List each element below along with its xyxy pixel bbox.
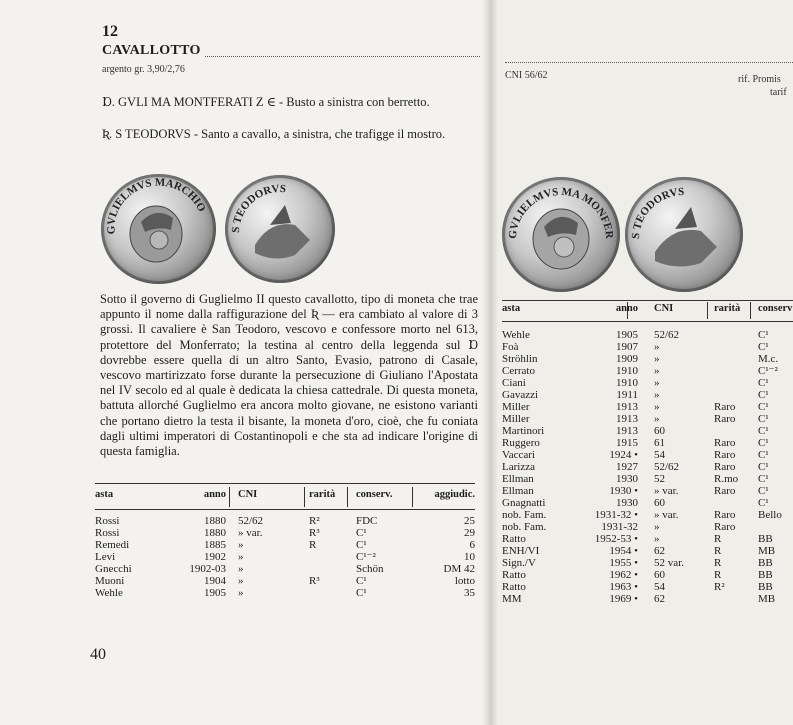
table-row	[502, 581, 793, 593]
table-row	[95, 587, 475, 599]
table-cell: Miller	[502, 413, 530, 425]
table-cell: 1911	[616, 389, 638, 401]
table-cell: Gnecchi	[95, 563, 132, 575]
left-auction-table	[95, 489, 475, 599]
table-cell	[710, 329, 754, 341]
coin-right-obverse-image	[502, 177, 620, 292]
table-cell	[710, 425, 754, 437]
table-cell: 1905	[616, 329, 638, 341]
table-row	[502, 353, 793, 365]
right-table-top-rule	[502, 300, 793, 301]
table-cell: lotto	[454, 575, 475, 587]
table-cell: »	[654, 365, 660, 377]
table-cell: 35	[464, 587, 475, 599]
table-cell: R³	[309, 575, 320, 587]
table-row	[502, 425, 793, 437]
table-cell: 1885	[204, 539, 226, 551]
table-cell: Ratto	[502, 581, 526, 593]
table-cell	[710, 341, 754, 353]
table-row	[95, 515, 475, 527]
table-cell: Wehle	[502, 329, 530, 341]
table-row	[502, 521, 793, 533]
table-cell: »	[238, 539, 244, 551]
coin-left-obverse-image	[101, 174, 216, 284]
table-cell: C¹	[758, 497, 769, 509]
table-cell: nob. Fam.	[502, 521, 547, 533]
table-cell: 60	[654, 425, 665, 437]
table-cell: BB	[758, 581, 773, 593]
table-cell: nob. Fam.	[502, 509, 547, 521]
table-cell: C¹	[758, 341, 769, 353]
table-cell: Foà	[502, 341, 519, 353]
table-cell: 1880	[204, 515, 226, 527]
table-cell: 60	[654, 569, 665, 581]
table-cell: »	[654, 353, 660, 365]
table-cell: R	[309, 539, 317, 551]
coin-right-obverse-legend: GVLIELMVS MA MONFER	[506, 185, 616, 240]
table-cell: 1905	[204, 587, 226, 599]
table-cell: Raro	[714, 437, 736, 449]
table-cell: Raro	[714, 413, 736, 425]
table-cell: Remedi	[95, 539, 130, 551]
table-cell	[305, 551, 350, 563]
table-cell: 62	[654, 593, 665, 605]
table-cell: Rossi	[95, 515, 120, 527]
table-row	[502, 593, 793, 605]
table-cell: 1904	[204, 575, 226, 587]
table-cell: 1910	[616, 365, 638, 377]
table-cell: C¹	[758, 485, 769, 497]
table-cell: 54	[654, 449, 665, 461]
table-row	[502, 341, 793, 353]
table-cell: 1915	[616, 437, 638, 449]
table-cell: 1963 •	[609, 581, 638, 593]
table-cell: Rossi	[95, 527, 120, 539]
table-cell: » var.	[654, 485, 679, 497]
table-cell: Muoni	[95, 575, 125, 587]
reverse-description: Ʀ. S TEODORVS - Santo a cavallo, a sinistra, che trafigge il mostro.	[102, 127, 446, 141]
table-cell: Ruggero	[502, 437, 540, 449]
coin-right-reverse-image	[625, 177, 743, 292]
table-cell	[710, 497, 754, 509]
table-cell: Schön	[356, 563, 384, 575]
coin-left-reverse-image	[225, 175, 335, 283]
table-cell: C¹	[758, 329, 769, 341]
table-cell	[754, 521, 793, 533]
table-cell: R³	[309, 527, 320, 539]
historical-text	[100, 292, 478, 459]
col-header-asta: asta	[95, 489, 114, 500]
right-table-header-row	[502, 303, 793, 317]
table-cell: C¹	[758, 401, 769, 413]
table-row	[502, 401, 793, 413]
table-cell: »	[654, 341, 660, 353]
table-row	[95, 527, 475, 539]
table-cell: BB	[758, 533, 773, 545]
table-cell: 1954 •	[609, 545, 638, 557]
table-cell: Cerrato	[502, 365, 535, 377]
table-row	[502, 533, 793, 545]
table-cell	[305, 563, 350, 575]
table-cell: »	[654, 533, 660, 545]
table-row	[95, 563, 475, 575]
historical-paragraph: Sotto il governo di Guglielmo II questo cavallotto, tipo di moneta che trae appunto il nome dalla raffigurazione del Ʀ — era cambiato al valore di 3 grossi. Il cavaliere è San Teodoro, vescovo e confessore morto nel 613, protettore del Monferrato; la testina al centro della leggenda sul Ɒ dovrebbe essere quella di un altro Santo, Evasio, patrono di Casale, vescovo martirizzato forse durante la persecuzione di Giuliano l'Apostata nel IV secolo ed al quale è dedicata la chiesa cattedrale. Di questa moneta, battuta allorché Guglielmo era ancora molto giovane, ne esistono varianti che portano dietro la testa il bisante, la moneta d'oro, cioè, che fu coniata dagli ultimi imperatori di Costantinopoli e che sta ad indicare l'origine di questa famiglia.	[100, 292, 478, 459]
table-cell: Vaccari	[502, 449, 535, 461]
table-cell: »	[238, 551, 244, 563]
table-cell: Raro	[714, 449, 736, 461]
table-cell: Ströhlin	[502, 353, 538, 365]
table-cell: 1955 •	[609, 557, 638, 569]
table-cell: 1913	[616, 413, 638, 425]
table-cell: 10	[464, 551, 475, 563]
table-cell: BB	[758, 557, 773, 569]
table-cell	[305, 587, 350, 599]
table-cell: Gnagnatti	[502, 497, 546, 509]
table-cell: C¹⁻²	[758, 365, 778, 377]
table-cell: R	[714, 569, 722, 581]
col-header-anno: anno	[203, 489, 226, 500]
table-cell: Miller	[502, 401, 530, 413]
table-cell: C¹	[356, 587, 367, 599]
col-header-conserv: conserv	[758, 303, 793, 314]
table-row	[95, 575, 475, 587]
table-cell: Gavazzi	[502, 389, 539, 401]
table-cell: R²	[714, 581, 725, 593]
table-cell: 54	[654, 581, 665, 593]
table-cell: 1913	[616, 401, 638, 413]
table-cell: 62	[654, 545, 665, 557]
table-row	[502, 497, 793, 509]
table-cell: C¹	[356, 527, 367, 539]
col-header-anno: anno	[615, 303, 638, 314]
table-cell: 52 var.	[654, 557, 684, 569]
table-cell: Ciani	[502, 377, 526, 389]
table-cell: 1952-53 •	[594, 533, 638, 545]
table-cell: Bello	[758, 509, 782, 521]
entry-title: CAVALLOTTO	[102, 43, 201, 58]
left-table-header-row	[95, 489, 475, 503]
table-cell: Levi	[95, 551, 116, 563]
table-cell: MB	[758, 593, 776, 605]
table-cell: C¹	[758, 389, 769, 401]
table-cell: R	[714, 557, 722, 569]
col-header-rarita: rarità	[714, 303, 741, 314]
table-cell: Raro	[714, 485, 736, 497]
table-cell	[710, 365, 754, 377]
table-cell: MB	[758, 545, 776, 557]
col-header-cni: CNI	[654, 303, 674, 314]
table-row	[502, 545, 793, 557]
table-cell: C¹⁻²	[356, 551, 376, 563]
table-cell: Raro	[714, 461, 736, 473]
table-row	[502, 437, 793, 449]
table-row	[95, 551, 475, 563]
table-cell: C¹	[356, 575, 367, 587]
rif-reference: rif. Promis	[738, 74, 781, 85]
table-cell: 1913	[616, 425, 638, 437]
table-cell: R²	[309, 515, 320, 527]
table-cell: C¹	[356, 539, 367, 551]
table-row	[502, 461, 793, 473]
table-cell: 25	[464, 515, 475, 527]
table-cell: Ellman	[502, 473, 534, 485]
table-cell: 1909	[616, 353, 638, 365]
table-cell: ENH/VI	[502, 545, 540, 557]
table-cell: »	[654, 377, 660, 389]
table-cell: Raro	[714, 509, 736, 521]
table-cell	[710, 353, 754, 365]
table-cell: 1902-03	[189, 563, 226, 575]
table-row	[502, 365, 793, 377]
table-cell: »	[238, 575, 244, 587]
table-row	[502, 377, 793, 389]
table-cell: »	[654, 521, 660, 533]
table-row	[502, 449, 793, 461]
table-cell: R	[714, 533, 722, 545]
coin-left-obverse-legend: GVLIELMVS MARCHIO	[105, 176, 208, 235]
table-cell: C¹	[758, 473, 769, 485]
table-cell: Raro	[714, 401, 736, 413]
table-cell: 6	[469, 539, 475, 551]
table-row	[502, 485, 793, 497]
coin-right-reverse-legend: S TEODORVS	[629, 185, 685, 240]
table-cell: 1910	[616, 377, 638, 389]
table-cell: Martinori	[502, 425, 545, 437]
table-cell: 1931-32 •	[594, 509, 638, 521]
table-cell: C¹	[758, 425, 769, 437]
svg-text:S TEODORVS	[630, 186, 685, 239]
table-cell: »	[238, 587, 244, 599]
table-cell: DM 42	[443, 563, 475, 575]
table-cell: R	[714, 545, 722, 557]
table-cell: » var.	[654, 509, 679, 521]
table-cell: 1930	[616, 473, 638, 485]
table-row	[95, 539, 475, 551]
table-cell: Ratto	[502, 533, 526, 545]
col-header-cni: CNI	[238, 489, 258, 500]
table-cell	[710, 389, 754, 401]
book-gutter	[482, 0, 498, 725]
table-row	[502, 509, 793, 521]
table-cell: 1962 •	[609, 569, 638, 581]
col-header-asta: asta	[502, 303, 521, 314]
table-cell: 29	[464, 527, 475, 539]
table-cell: R.mo	[714, 473, 739, 485]
table-cell: 52/62	[654, 461, 680, 473]
table-cell: 61	[654, 437, 665, 449]
table-cell: »	[238, 563, 244, 575]
left-table-top-rule	[95, 483, 475, 484]
table-cell: Ellman	[502, 485, 534, 497]
table-cell: C¹	[758, 437, 769, 449]
table-cell: 1931-32	[601, 521, 638, 533]
table-cell: M.c.	[758, 353, 779, 365]
col-header-conserv: conserv.	[356, 489, 393, 500]
coin-left-reverse-legend: S TEODORVS	[229, 182, 287, 234]
table-cell: C¹	[758, 461, 769, 473]
table-row	[502, 413, 793, 425]
table-row	[502, 473, 793, 485]
table-cell: »	[654, 401, 660, 413]
right-auction-table	[502, 303, 793, 605]
table-cell: 60	[654, 497, 665, 509]
col-header-aggiudic: aggiudic.	[434, 489, 475, 500]
table-cell: Ratto	[502, 569, 526, 581]
table-cell: BB	[758, 569, 773, 581]
table-cell: C¹	[758, 413, 769, 425]
table-cell: Wehle	[95, 587, 123, 599]
table-cell: 1969 •	[609, 593, 638, 605]
table-cell: 1930	[616, 497, 638, 509]
table-row	[502, 557, 793, 569]
rif-reference-cont: tarif	[770, 87, 787, 98]
cni-reference: CNI 56/62	[505, 70, 548, 81]
table-row	[502, 569, 793, 581]
col-header-rarita: rarità	[309, 489, 336, 500]
table-cell: » var.	[238, 527, 263, 539]
table-cell: 52/62	[654, 329, 680, 341]
table-cell: 52/62	[238, 515, 264, 527]
table-cell: 1927	[616, 461, 638, 473]
title-dotted-rule	[205, 56, 480, 57]
table-cell: »	[654, 413, 660, 425]
table-cell	[710, 593, 754, 605]
table-row	[502, 329, 793, 341]
obverse-description: Ɒ. GVLI MA MONTFERATI Z ∈ - Busto a sinistra con berretto.	[102, 95, 430, 109]
table-cell: Larizza	[502, 461, 535, 473]
table-cell: »	[654, 389, 660, 401]
entry-number: 12	[102, 23, 118, 40]
table-cell: 52	[654, 473, 665, 485]
table-cell: C¹	[758, 377, 769, 389]
table-cell: 1924 •	[609, 449, 638, 461]
table-cell: 1902	[204, 551, 226, 563]
table-cell: MM	[502, 593, 522, 605]
page-number: 40	[90, 646, 106, 663]
table-cell: 1930 •	[609, 485, 638, 497]
table-cell: FDC	[356, 515, 378, 527]
table-cell	[710, 377, 754, 389]
metal-weight: argento gr. 3,90/2,76	[102, 64, 185, 75]
right-dotted-rule	[505, 62, 793, 63]
table-cell: 1880	[204, 527, 226, 539]
table-row	[502, 389, 793, 401]
table-cell: Sign./V	[502, 557, 536, 569]
table-cell: C¹	[758, 449, 769, 461]
table-cell: Raro	[714, 521, 736, 533]
table-cell: 1907	[616, 341, 638, 353]
